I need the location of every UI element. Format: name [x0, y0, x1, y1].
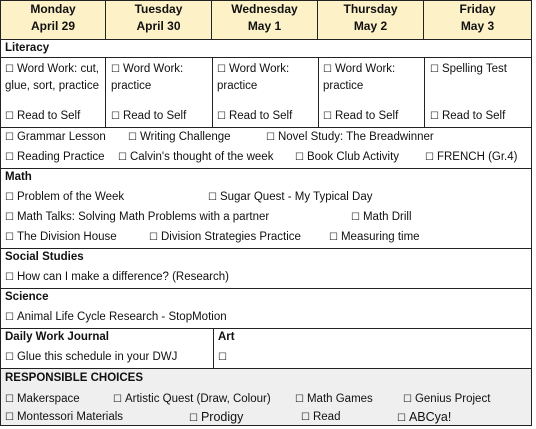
divider [212, 57, 213, 127]
day-name: Tuesday [134, 2, 183, 16]
division-strategies-item [149, 231, 301, 243]
art-item [218, 351, 230, 363]
makerspace-item [5, 393, 80, 405]
read-item [301, 411, 340, 423]
read-label: Read to Self [16, 110, 81, 122]
item-label: Prodigy [200, 410, 244, 424]
literacy-task: Word Work: practice [323, 63, 396, 92]
checkbox-icon[interactable]: ☐ [218, 352, 227, 363]
item-label: Measuring time [340, 231, 420, 243]
day-date: April 29 [30, 19, 75, 33]
literacy-task: Word Work: practice [111, 63, 184, 92]
read-to-self-friday [430, 110, 505, 122]
math-talks-item [5, 211, 269, 223]
divider [1, 248, 531, 249]
read-to-self-monday [5, 110, 80, 122]
divider [1, 57, 531, 58]
day-header-monday [1, 1, 106, 39]
art-title: Art [218, 331, 235, 343]
read-label: Read to Self [122, 110, 187, 122]
literacy-cell-thursday [323, 61, 421, 94]
item-label: FRENCH (Gr.4) [436, 151, 518, 163]
divider [318, 57, 319, 127]
item-label: Grammar Lesson [16, 131, 106, 143]
checkbox-icon[interactable]: ☐ [403, 394, 412, 405]
literacy-cell-wednesday [217, 61, 315, 94]
day-name: Wednesday [231, 2, 298, 16]
math-title: Math [5, 171, 32, 183]
checkbox-icon[interactable]: ☐ [111, 64, 120, 75]
literacy-task: Word Work: cut, glue, sort, practice [5, 63, 99, 92]
checkbox-icon[interactable]: ☐ [217, 111, 226, 122]
literacy-title: Literacy [5, 42, 50, 54]
checkbox-icon[interactable]: ☐ [5, 152, 14, 163]
day-header-wednesday [212, 1, 318, 39]
read-to-self-thursday [323, 110, 398, 122]
calvins-thought-item [118, 151, 273, 163]
item-label: Math Drill [362, 211, 412, 223]
checkbox-icon[interactable]: ☐ [5, 272, 14, 283]
checkbox-icon[interactable]: ☐ [5, 232, 14, 243]
checkbox-icon[interactable]: ☐ [113, 394, 122, 405]
checkbox-icon[interactable]: ☐ [5, 412, 14, 423]
day-name: Monday [30, 2, 76, 16]
sugar-quest-item [208, 191, 373, 203]
checkbox-icon[interactable]: ☐ [397, 413, 406, 424]
checkbox-icon[interactable]: ☐ [5, 111, 14, 122]
item-label: Read [312, 411, 341, 423]
item-label: ABCya! [408, 410, 452, 424]
item-label: Genius Project [414, 393, 491, 405]
checkbox-icon[interactable]: ☐ [301, 412, 310, 423]
checkbox-icon[interactable]: ☐ [208, 192, 217, 203]
literacy-task: Spelling Test [441, 63, 507, 75]
book-club-item [295, 151, 399, 163]
checkbox-icon[interactable]: ☐ [323, 64, 332, 75]
divider [213, 328, 214, 368]
literacy-task: Word Work: practice [217, 63, 290, 92]
checkbox-icon[interactable]: ☐ [5, 352, 14, 363]
checkbox-icon[interactable]: ☐ [5, 212, 14, 223]
item-label: Problem of the Week [16, 191, 125, 203]
item-label: Novel Study: The Breadwinner [277, 131, 434, 143]
checkbox-icon[interactable]: ☐ [295, 394, 304, 405]
checkbox-icon[interactable]: ☐ [5, 192, 14, 203]
artistic-quest-item [113, 393, 271, 405]
checkbox-icon[interactable]: ☐ [266, 132, 275, 143]
literacy-cell-tuesday [111, 61, 209, 94]
item-label: Sugar Quest - My Typical Day [219, 191, 373, 203]
read-to-self-wednesday [217, 110, 292, 122]
item-label: Animal Life Cycle Research - StopMotion [16, 311, 227, 323]
checkbox-icon[interactable]: ☐ [323, 111, 332, 122]
social-studies-title: Social Studies [5, 251, 84, 263]
item-label: The Division House [16, 231, 117, 243]
french-item [425, 151, 517, 163]
divider [1, 288, 531, 289]
day-date: May 1 [247, 19, 282, 33]
abcya-item [397, 410, 451, 424]
item-label: Math Games [306, 393, 373, 405]
item-label: Montessori Materials [16, 411, 124, 423]
day-name: Friday [459, 2, 496, 16]
reading-practice-item [5, 151, 105, 163]
item-label: Makerspace [16, 393, 80, 405]
item-label: How can I make a difference? (Research) [16, 271, 229, 283]
divider [1, 39, 531, 40]
genius-project-item [403, 393, 490, 405]
responsible-title: RESPONSIBLE CHOICES [5, 372, 144, 384]
journal-title: Daily Work Journal [5, 331, 109, 343]
checkbox-icon[interactable]: ☐ [430, 111, 439, 122]
day-date: May 3 [460, 19, 495, 33]
checkbox-icon[interactable]: ☐ [111, 111, 120, 122]
day-date: May 2 [353, 19, 388, 33]
item-label: Book Club Activity [306, 151, 400, 163]
read-label: Read to Self [441, 110, 506, 122]
read-label: Read to Self [228, 110, 293, 122]
grammar-lesson-item [5, 131, 106, 143]
divider [1, 168, 531, 169]
checkbox-icon[interactable]: ☐ [329, 232, 338, 243]
checkbox-icon[interactable]: ☐ [295, 152, 304, 163]
novel-study-item [266, 131, 434, 143]
item-label: Calvin's thought of the week [129, 151, 274, 163]
checkbox-icon[interactable]: ☐ [5, 312, 14, 323]
divider [1, 328, 531, 329]
journal-item [5, 351, 177, 363]
day-name: Thursday [343, 2, 398, 16]
checkbox-icon[interactable]: ☐ [217, 64, 226, 75]
writing-challenge-item [128, 131, 231, 143]
division-house-item [5, 231, 117, 243]
checkbox-icon[interactable]: ☐ [351, 212, 360, 223]
day-header-thursday [318, 1, 424, 39]
item-label: Writing Challenge [139, 131, 231, 143]
social-studies-item [5, 271, 229, 283]
checkbox-icon[interactable]: ☐ [5, 64, 14, 75]
math-games-item [295, 393, 373, 405]
day-date: April 30 [136, 19, 181, 33]
item-label: Math Talks: Solving Math Problems with a partner [16, 211, 270, 223]
checkbox-icon[interactable]: ☐ [118, 152, 127, 163]
item-label: Reading Practice [16, 151, 105, 163]
checkbox-icon[interactable]: ☐ [5, 132, 14, 143]
measuring-time-item [329, 231, 420, 243]
math-drill-item [351, 211, 412, 223]
day-header-tuesday [106, 1, 212, 39]
science-item [5, 311, 227, 323]
prodigy-item [189, 410, 243, 424]
checkbox-icon[interactable]: ☐ [5, 394, 14, 405]
checkbox-icon[interactable]: ☐ [430, 64, 439, 75]
checkbox-icon[interactable]: ☐ [149, 232, 158, 243]
montessori-item [5, 411, 123, 423]
read-label: Read to Self [334, 110, 399, 122]
item-label: Glue this schedule in your DWJ [16, 351, 178, 363]
checkbox-icon[interactable]: ☐ [189, 413, 198, 424]
day-header-friday [424, 1, 531, 39]
science-title: Science [5, 291, 49, 303]
literacy-cell-monday [5, 61, 103, 94]
item-label: Artistic Quest (Draw, Colour) [124, 393, 271, 405]
problem-of-week-item [5, 191, 124, 203]
divider [1, 127, 531, 128]
item-label: Division Strategies Practice [160, 231, 301, 243]
checkbox-icon[interactable]: ☐ [425, 152, 434, 163]
checkbox-icon[interactable]: ☐ [128, 132, 137, 143]
divider [105, 57, 106, 127]
literacy-cell-friday [430, 61, 530, 78]
divider [424, 57, 425, 127]
read-to-self-tuesday [111, 110, 186, 122]
